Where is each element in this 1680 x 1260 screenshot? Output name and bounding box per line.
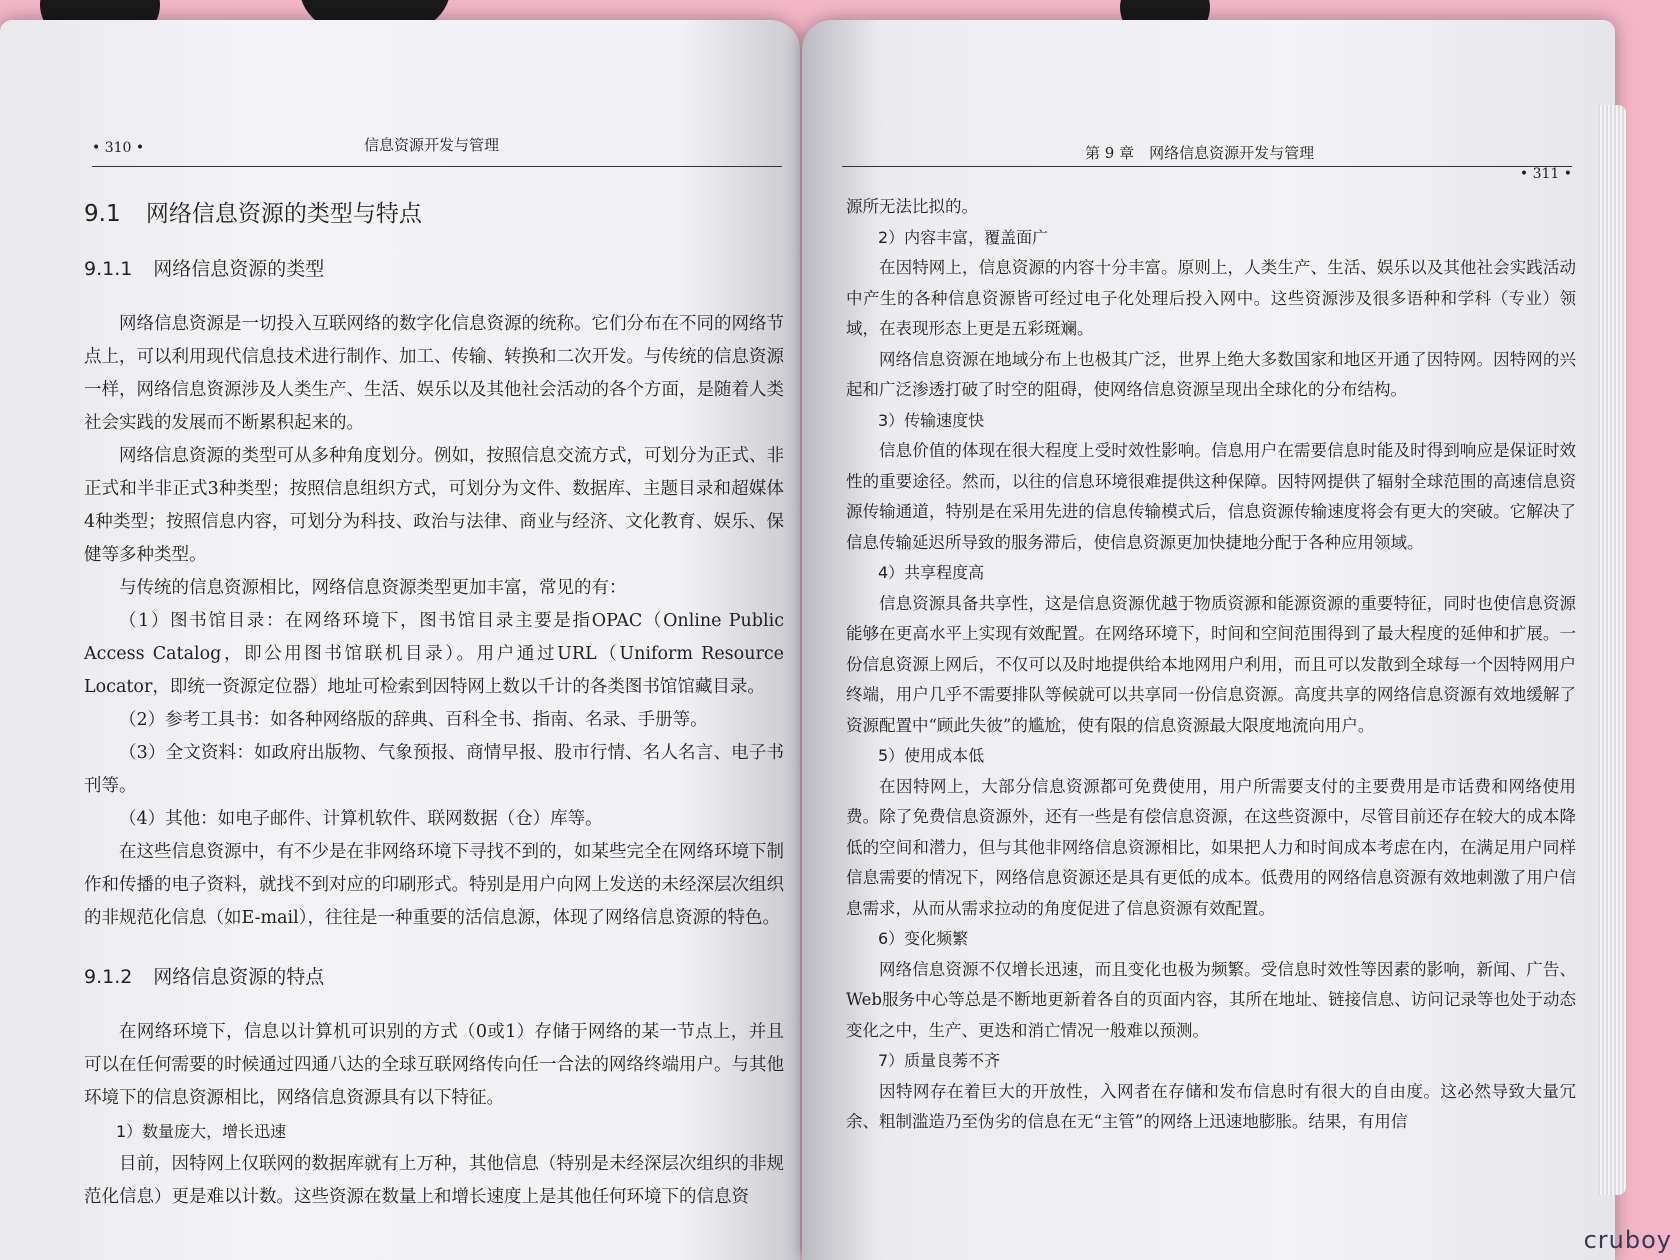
open-book [0, 20, 1615, 1260]
right-page-body [846, 192, 1576, 1138]
section-heading-9-1 [84, 198, 784, 231]
section-heading-9-1-2 [84, 961, 784, 994]
paragraph: 信息资源具备共享性，这是信息资源优越于物质资源和能源资源的重要特征，同时也使信息资源能够在更高水平上实现有效配置。在网络环境下，时间和空间范围得到了最大程度的延伸和扩展。一份信息资源上网后，不仅可以及时地提供给本地网用户利用，而且可以发散到全球每一个因特网用户终端，用户几乎不需要排队等候就可以共享同一份信息资源。高度共享的网络信息资源有效地缓解了资源配置中“顾此失彼”的尴尬，使有限的信息资源最大限度地流向用户。 [846, 593, 1576, 735]
list-item: （4）其他：如电子邮件、计算机软件、联网数据（仓）库等。 [119, 809, 603, 829]
page-number: • 310 • [92, 140, 145, 156]
header-rule [842, 166, 1572, 167]
watermark: cruboy [1583, 1226, 1672, 1254]
section-heading-9-1-1 [84, 253, 784, 286]
paragraph: 与传统的信息资源相比，网络信息资源类型更加丰富，常见的有： [119, 578, 627, 598]
paragraph: 在这些信息资源中，有不少是在非网络环境下寻找不到的，如某些完全在网络环境下制作和传播的电子资料，就找不到对应的印刷形式。特别是用户向网上发送的未经深层次组织的非规范化信息（如E-mail），往往是一种重要的活信息源，体现了网络信息资源的特色。 [84, 842, 784, 928]
feature-heading: 7）质量良莠不齐 [878, 1051, 1001, 1070]
paragraph: 网络信息资源在地域分布上也极其广泛，世界上绝大多数国家和地区开通了因特网。因特网的兴起和广泛渗透打破了时空的阻碍，使网络信息资源呈现出全球化的分布结构。 [846, 349, 1576, 399]
paragraph: 在网络环境下，信息以计算机可识别的方式（0或1）存储于网络的某一节点上，并且可以在任何需要的时候通过四通八达的全球互联网络传向任一合法的网络终端用户。与其他环境下的信息资源相比，网络信息资源具有以下特征。 [84, 1022, 784, 1108]
feature-heading: 6）变化频繁 [878, 929, 969, 948]
feature-heading: 5）使用成本低 [878, 746, 985, 765]
feature-heading: 1）数量庞大，增长迅速 [116, 1122, 287, 1141]
header-rule [92, 166, 782, 167]
left-page [0, 20, 800, 1260]
section-title: 网络信息资源的类型 [153, 258, 325, 280]
left-page-body [84, 198, 784, 1214]
section-title: 网络信息资源的类型与特点 [145, 201, 422, 227]
page-number: • 311 • [1519, 166, 1572, 182]
feature-heading: 2）内容丰富，覆盖面广 [878, 227, 1049, 247]
feature-heading: 4）共享程度高 [878, 563, 985, 582]
running-title: 第 9 章 网络信息资源开发与管理 [1085, 144, 1315, 162]
right-page [802, 20, 1615, 1260]
section-title: 网络信息资源的特点 [153, 966, 325, 988]
paragraph: 网络信息资源的类型可从多种角度划分。例如，按照信息交流方式，可划分为正式、非正式和半非正式3种类型；按照信息组织方式，可划分为文件、数据库、主题目录和超媒体4种类型；按照信息内容，可划分为科技、政治与法律、商业与经济、文化教育、娱乐、保健等多种类型。 [84, 446, 784, 565]
paragraph: 在因特网上，大部分信息资源都可免费使用，用户所需要支付的主要费用是市话费和网络使用费。除了免费信息资源外，还有一些是有偿信息资源，在这些资源中，尽管目前还存在较大的成本降低的空间和潜力，但与其他非网络信息资源相比，如果把人力和时间成本考虑在内，在满足用户同样信息需要的情况下，网络信息资源还是具有更低的成本。低费用的网络信息资源有效地刺激了用户信息需求，从而从需求拉动的角度促进了信息资源有效配置。 [846, 776, 1576, 918]
list-item: （1）图书馆目录：在网络环境下，图书馆目录主要是指OPAC（Online Public Access Catalog，即公用图书馆联机目录）。用户通过URL（Uniform Resource Locator，即统一资源定位器）地址可检索到因特网上数以千计的各类图书馆馆藏目录。 [84, 611, 784, 697]
section-number: 9.1.2 [84, 966, 133, 988]
page-edges [1598, 105, 1626, 1195]
section-number: 9.1.1 [84, 258, 133, 280]
list-item: （3）全文资料：如政府出版物、气象预报、商情早报、股市行情、名人名言、电子书刊等。 [84, 743, 784, 796]
paragraph: 在因特网上，信息资源的内容十分丰富。原则上，人类生产、生活、娱乐以及其他社会实践活动中产生的各种信息资源皆可经过电子化处理后投入网中。这些资源涉及很多语种和学科（专业）领域，在表现形态上更是五彩斑斓。 [846, 258, 1576, 338]
list-item: （2）参考工具书：如各种网络版的辞典、百科全书、指南、名录、手册等。 [119, 710, 708, 730]
section-number: 9.1 [84, 201, 121, 227]
paragraph: 网络信息资源是一切投入互联网络的数字化信息资源的统称。它们分布在不同的网络节点上，可以利用现代信息技术进行制作、加工、传输、转换和二次开发。与传统的信息资源一样，网络信息资源涉及人类生产、生活、娱乐以及其他社会活动的各个方面，是随着人类社会实践的发展而不断累积起来的。 [84, 314, 784, 433]
paragraph: 因特网存在着巨大的开放性，入网者在存储和发布信息时有很大的自由度。这必然导致大量冗余、粗制滥造乃至伪劣的信息在无“主管”的网络上迅速地膨胀。结果，有用信 [846, 1081, 1576, 1131]
paragraph: 网络信息资源不仅增长迅速，而且变化也极为频繁。受信息时效性等因素的影响，新闻、广告、Web服务中心等总是不断地更新着各自的页面内容，其所在地址、链接信息、访问记录等也处于动态变化之中，生产、更迭和消亡情况一般难以预测。 [846, 959, 1576, 1040]
paragraph-continuation: 源所无法比拟的。 [846, 197, 978, 216]
running-title: 信息资源开发与管理 [364, 136, 500, 154]
feature-heading: 3）传输速度快 [878, 410, 985, 430]
paragraph: 信息价值的体现在很大程度上受时效性影响。信息用户在需要信息时能及时得到响应是保证时效性的重要途径。然而，以往的信息环境很难提供这种保障。因特网提供了辐射全球范围的高速信息资源传输通道，特别是在采用先进的信息传输模式后，信息资源传输速度将会有更大的突破。它解决了信息传输延迟所导致的服务滞后，使信息资源更加快捷地分配于各种应用领域。 [846, 441, 1576, 552]
paragraph: 目前，因特网上仅联网的数据库就有上万种，其他信息（特别是未经深层次组织的非规范化信息）更是难以计数。这些资源在数量上和增长速度上是其他任何环境下的信息资 [84, 1154, 784, 1207]
